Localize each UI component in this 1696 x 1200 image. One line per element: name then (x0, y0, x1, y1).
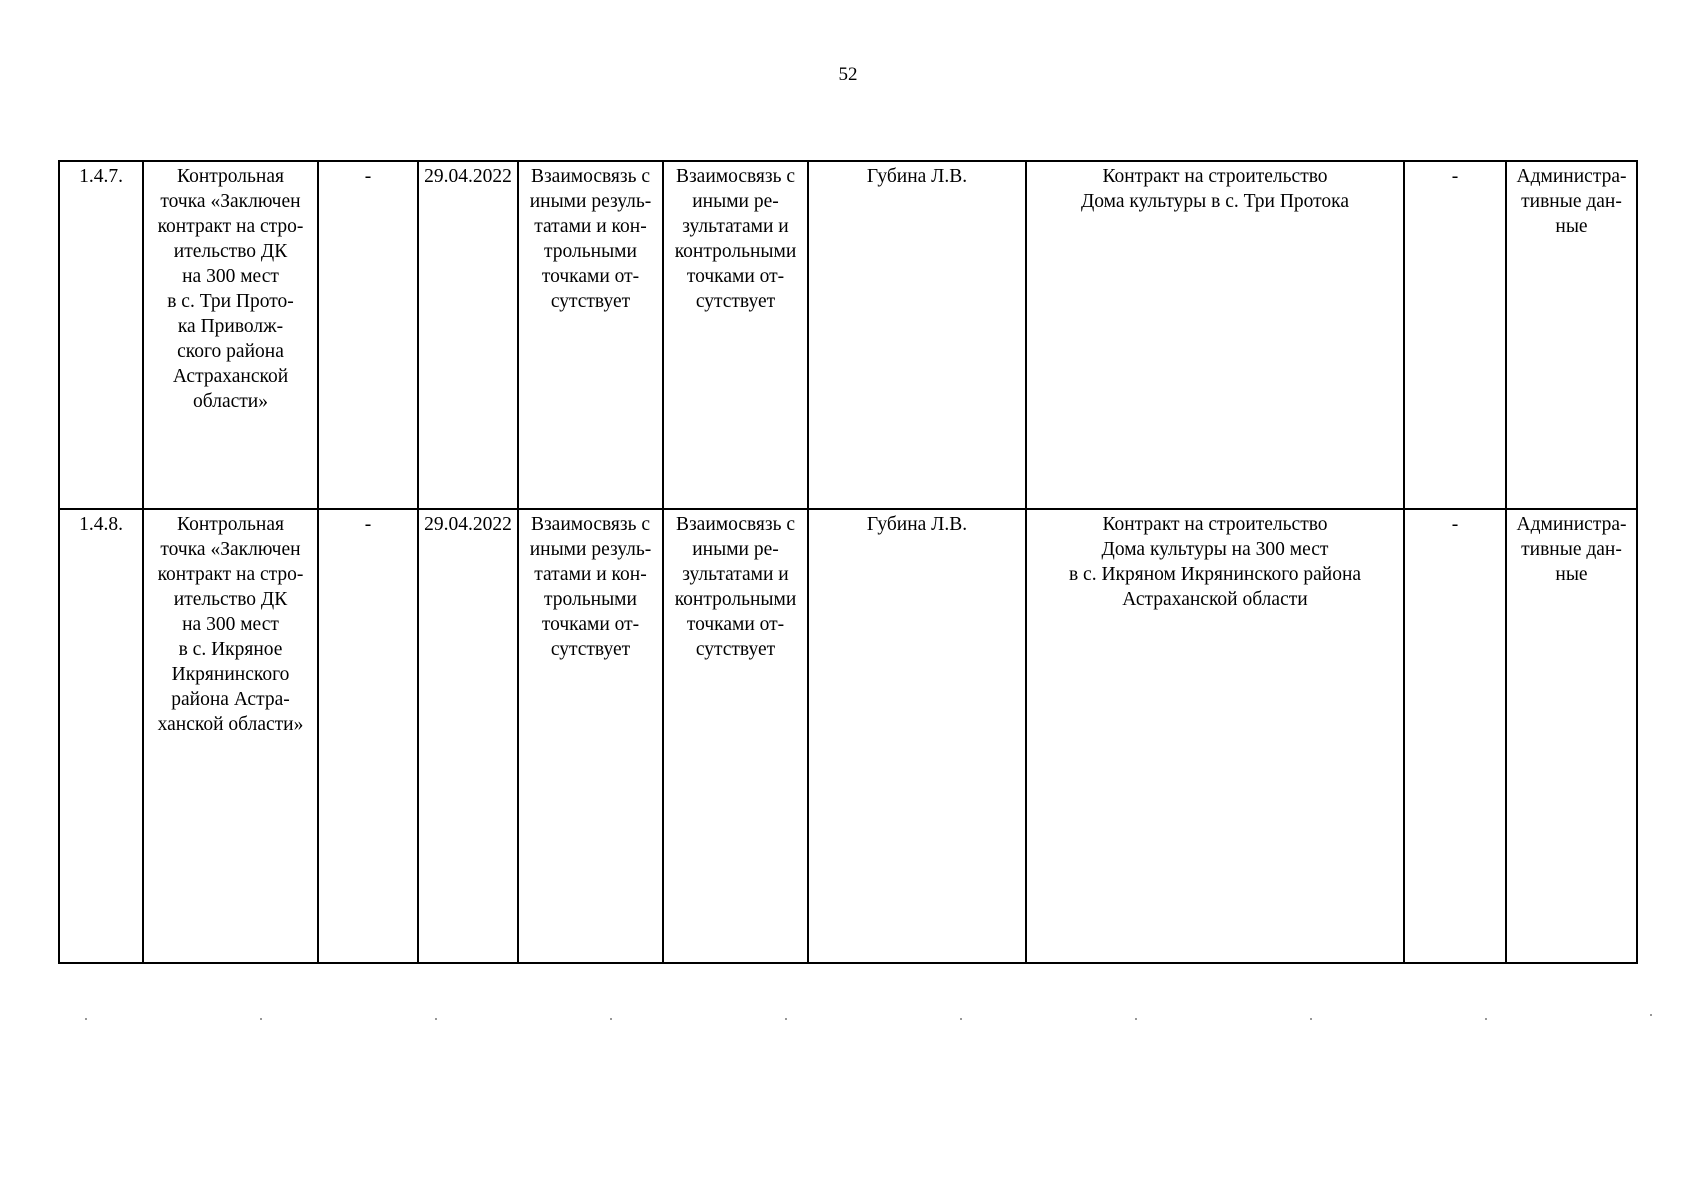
scan-dot (1135, 1018, 1137, 1020)
control-point-name-cell (143, 509, 318, 963)
responsible-person: Губина Л.В. (866, 514, 968, 535)
dash-value: - (1451, 514, 1459, 535)
responsible-cell (808, 161, 1026, 509)
relation-text: Взаимосвязь с иными резуль- татами и кон- трольными точками от- сутствует (529, 514, 652, 660)
page-number: 52 (838, 64, 858, 85)
control-point-name-cell (143, 161, 318, 509)
table-row (59, 161, 1637, 509)
scan-dot (260, 1018, 262, 1020)
scan-artifact-dots (80, 1018, 1660, 1022)
relation-text: Взаимосвязь с иными ре- зультатами и контрольными точками от- сутствует (674, 166, 797, 312)
dash-value: - (364, 166, 372, 187)
dash-cell (318, 161, 418, 509)
responsible-cell (808, 509, 1026, 963)
deadline-date: 29.04.2022 (424, 514, 512, 535)
source-cell (1506, 161, 1637, 509)
control-points-table (58, 160, 1638, 964)
document-description: Контракт на строительство Дома культуры на 300 мест в с. Икряном Икрянинского района Астраханской области (1068, 514, 1362, 610)
scan-dot (610, 1018, 612, 1020)
responsible-person: Губина Л.В. (866, 166, 968, 187)
date-cell (418, 509, 518, 963)
scan-dot (785, 1018, 787, 1020)
relation-text: Взаимосвязь с иными ре- зультатами и контрольными точками от- сутствует (674, 514, 797, 660)
date-cell (418, 161, 518, 509)
scan-dot (960, 1018, 962, 1020)
source-cell (1506, 509, 1637, 963)
dash-cell (1404, 509, 1506, 963)
dash-cell (318, 509, 418, 963)
relation-cell (518, 161, 663, 509)
row-number: 1.4.7. (79, 166, 123, 187)
row-number-cell (59, 161, 143, 509)
table-row (59, 509, 1637, 963)
dash-value: - (364, 514, 372, 535)
data-source: Администра- тивные дан- ные (1516, 166, 1627, 237)
scan-dot (1485, 1018, 1487, 1020)
document-description: Контракт на строительство Дома культуры в с. Три Протока (1080, 166, 1350, 212)
control-point-name: Контрольная точка «Заключен контракт на стро- ительство ДК на 300 мест в с. Три Прото- ка Приволж- ского района Астраханской области» (157, 166, 304, 412)
deadline-date: 29.04.2022 (424, 166, 512, 187)
document-cell (1026, 161, 1404, 509)
row-number-cell (59, 509, 143, 963)
scan-dot (435, 1018, 437, 1020)
data-source: Администра- тивные дан- ные (1516, 514, 1627, 585)
row-number: 1.4.8. (79, 514, 123, 535)
dash-value: - (1451, 166, 1459, 187)
relation-text: Взаимосвязь с иными резуль- татами и кон- трольными точками от- сутствует (529, 166, 652, 312)
control-point-name: Контрольная точка «Заключен контракт на стро- ительство ДК на 300 мест в с. Икряное Икрянинского района Астра- ханской области» (157, 514, 304, 735)
relation-cell (518, 509, 663, 963)
scan-dot (85, 1018, 87, 1020)
dash-cell (1404, 161, 1506, 509)
document-cell (1026, 509, 1404, 963)
scan-dot (1310, 1018, 1312, 1020)
scan-dot (1650, 1014, 1652, 1016)
relation-cell (663, 509, 808, 963)
relation-cell (663, 161, 808, 509)
